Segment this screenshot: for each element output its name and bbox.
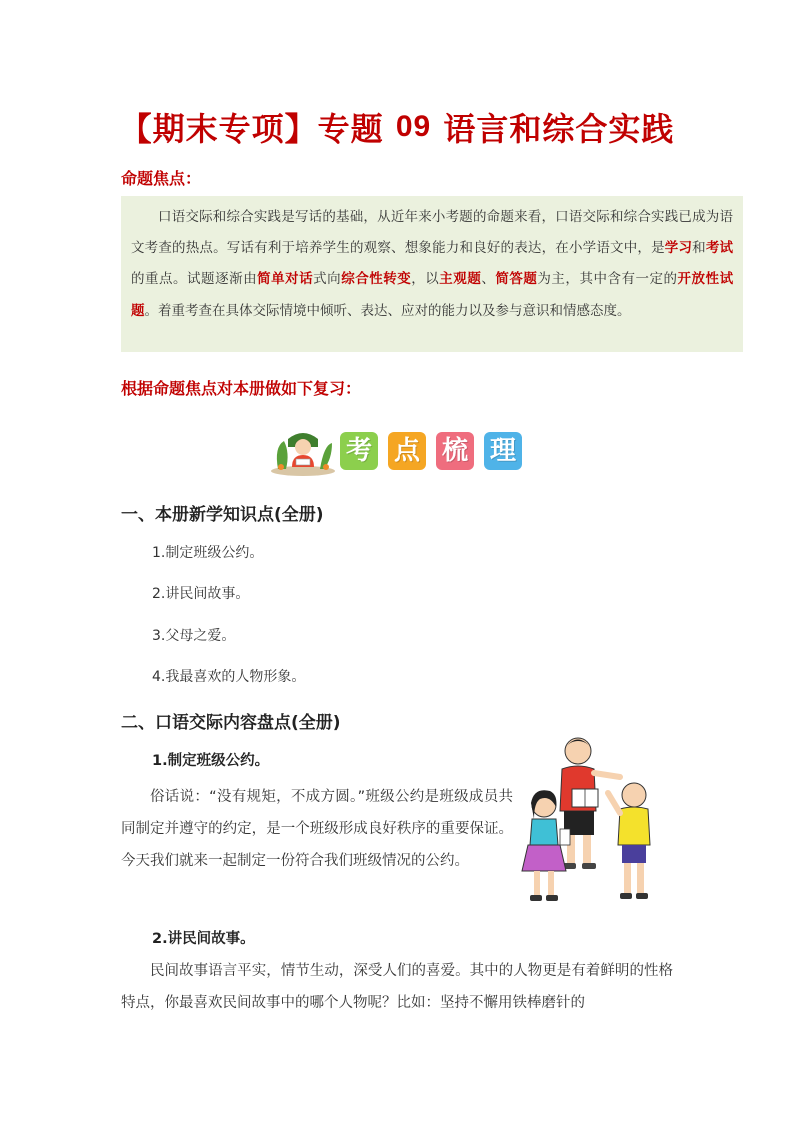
subsection-title: 1.制定班级公约。 [152, 753, 270, 769]
section1-title: 一、本册新学知识点(全册) [121, 505, 324, 525]
focus-highlight: 主观题 [439, 271, 482, 288]
focus-highlight: 综合性转变 [341, 271, 412, 288]
title-suffix: 语言和综合实践 [443, 110, 675, 148]
list-item: 4.我最喜欢的人物形象。 [152, 669, 306, 685]
focus-part: 和 [692, 240, 706, 257]
list-item: 3.父母之爱。 [152, 628, 236, 644]
banner-tile-dian: 点 [388, 432, 426, 470]
focus-part: 式向 [313, 271, 342, 288]
focus-part: 。着重考查在具体交际情境中倾听、表达、应对的能力以及参与意识和情感态度。 [144, 302, 631, 319]
list-item: 2.讲民间故事。 [152, 586, 250, 602]
focus-part: 的重点。试题逐渐由 [131, 271, 258, 288]
children-discussing-illustration [520, 733, 672, 909]
focus-highlight: 学习 [664, 240, 693, 257]
paragraph-folk-tales: 民间故事语言平实，情节生动，深受人们的喜爱。其中的人物更是有着鲜明的性格特点，你最喜欢民间故事中的哪个人物呢？比如：坚持不懈用铁棒磨针的 [121, 963, 673, 1011]
page-title [0, 104, 794, 150]
focus-label: 命题焦点： [121, 169, 202, 188]
review-label: 根据命题焦点对本册做如下复习： [121, 379, 362, 398]
title-number: 09 [395, 110, 432, 143]
focus-part: ，以 [411, 271, 440, 288]
focus-part: 、 [481, 271, 496, 288]
focus-highlight: 开放性试题 [131, 271, 734, 319]
banner-tile-shu: 梳 [436, 432, 474, 470]
subsection-title: 2.讲民间故事。 [152, 931, 255, 947]
focus-highlight: 简单对话 [257, 271, 314, 288]
key-points-banner [270, 427, 530, 477]
focus-highlight: 简答题 [495, 271, 538, 288]
list-item: 1.制定班级公约。 [152, 545, 264, 561]
reading-child-icon [270, 427, 336, 477]
paragraph-class-rules: 俗话说：“没有规矩，不成方圆。”班级公约是班级成员共同制定并遵守的约定，是一个班级形成良好秩序的重要保证。今天我们就来一起制定一份符合我们班级情况的公约。 [121, 789, 513, 869]
section2-title: 二、口语交际内容盘点(全册) [121, 713, 341, 733]
focus-text-box [121, 196, 743, 352]
title-prefix: 【期末专项】专题 [119, 110, 384, 148]
banner-tile-kao: 考 [340, 432, 378, 470]
focus-part: 口语交际和综合实践是写话的基础，从近年来小考题的命题来看，口语交际和综合实践已成为语文考查的热点。写话有利于培养学生的观察、想象能力和良好的表达，在小学语文中，是 [131, 209, 733, 257]
focus-highlight: 考试 [705, 240, 734, 257]
banner-tile-li: 理 [484, 432, 522, 470]
focus-part: 为主，其中含有一定的 [537, 271, 678, 288]
